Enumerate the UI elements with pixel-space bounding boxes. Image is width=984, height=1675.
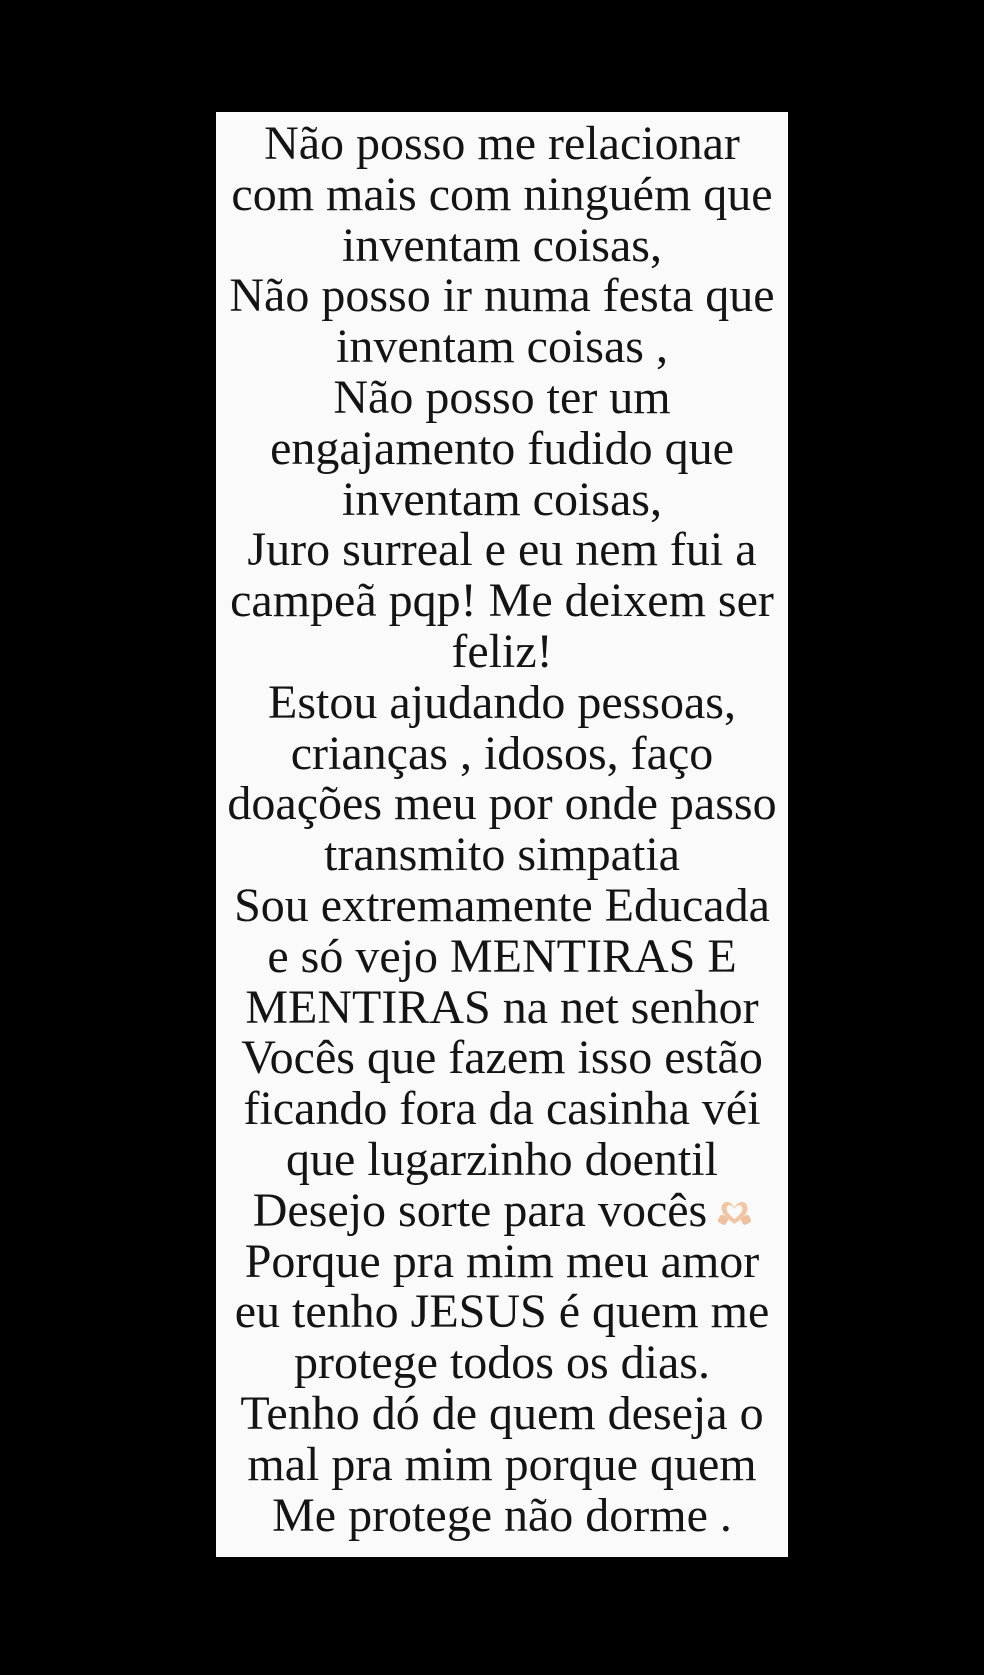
story-line: Tenho dó de quem deseja o	[240, 1386, 764, 1440]
story-line: inventam coisas,	[342, 472, 662, 526]
story-line: ficando fora da casinha véi	[243, 1082, 761, 1136]
story-line: crianças , idosos, faço	[290, 726, 714, 780]
story-line: campeã pqp! Me deixem ser	[230, 574, 774, 628]
story-line: Não posso ter um	[333, 370, 671, 424]
story-text-card	[216, 112, 788, 1557]
story-line: e só vejo MENTIRAS E	[267, 929, 737, 983]
story-line: Me protege não dorme .	[272, 1488, 732, 1542]
story-line: eu tenho JESUS é quem me	[234, 1285, 770, 1339]
story-line: Não posso ir numa festa que	[229, 269, 775, 323]
story-line: com mais com ninguém que	[231, 167, 773, 221]
story-line: MENTIRAS na net senhor	[245, 980, 759, 1034]
story-line: Vocês que fazem isso estão	[241, 1031, 763, 1085]
story-line: inventam coisas,	[342, 218, 662, 272]
story-line: feliz!	[451, 624, 553, 678]
heart-hands-icon	[718, 1188, 751, 1218]
story-line: engajamento fudido que	[270, 421, 734, 475]
story-line: mal pra mim porque quem	[247, 1437, 757, 1491]
story-line: Estou ajudando pessoas,	[268, 675, 736, 729]
story-line: que lugarzinho doentil	[286, 1132, 718, 1186]
story-line: protege todos os dias.	[294, 1336, 710, 1390]
story-line-with-emoji	[224, 1183, 780, 1237]
story-line: doações meu por onde passo	[227, 777, 777, 831]
story-line: Não posso me relacionar	[264, 117, 740, 170]
story-line-text: Desejo sorte para vocês	[252, 1183, 708, 1237]
story-line: Porque pra mim meu amor	[244, 1234, 760, 1288]
story-line: Juro surreal e eu nem fui a	[247, 523, 757, 577]
story-line: transmito simpatia	[324, 828, 680, 882]
story-line: Sou extremamente Educada	[234, 878, 770, 932]
story-line: inventam coisas ,	[336, 320, 668, 374]
